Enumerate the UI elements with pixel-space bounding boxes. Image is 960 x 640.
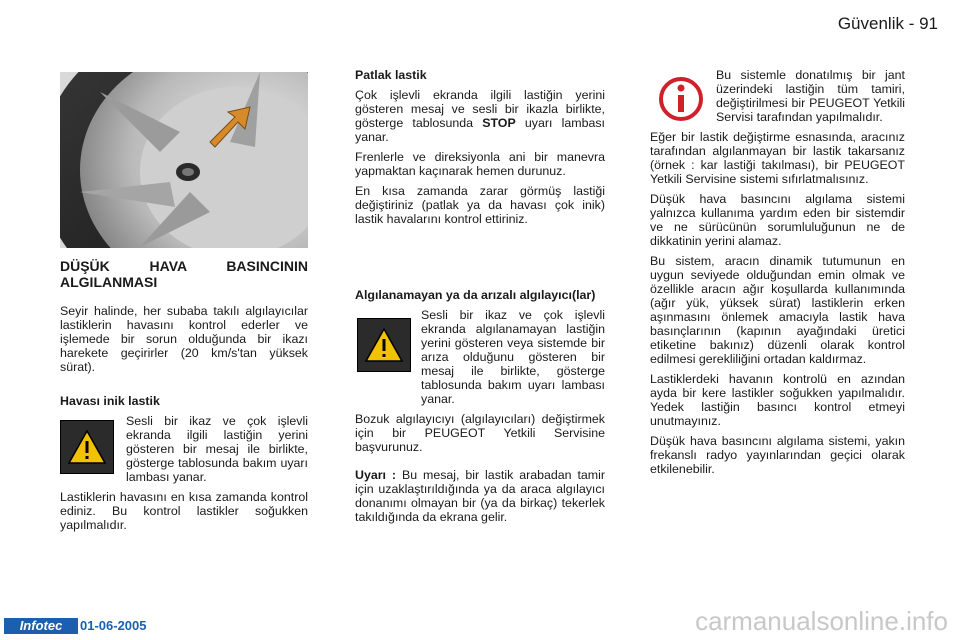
flat-tire-text-end: uyarı lambası yanar.	[355, 116, 605, 144]
right-paragraph-4: Lastiklerdeki havanın kontrolü en azından ayda bir kere lastikler soğukken yapılmalıdır. Yedek lastiğin basıncı kontrol etmeyi unutmayınız.	[650, 372, 905, 428]
page-header: Güvenlik - 91	[837, 14, 938, 33]
sensor-warning-block	[355, 308, 605, 406]
middle-column	[355, 68, 605, 530]
infotec-logo: Infotec	[4, 618, 78, 634]
sensor-warning-text: Sesli bir ikaz ve çok işlevli ekranda algılanamayan lastiğin yerini gösteren veya sistemde bir arıza olduğunu gösteren bir mesaj ile birlikte, gösterge tablosunda bakım uyarı lambası yanar.	[421, 308, 605, 406]
note-paragraph	[355, 468, 605, 524]
right-column	[650, 68, 905, 482]
subhead-faulty-sensor: Algılanamayan ya da arızalı algılayıcı(lar)	[355, 288, 596, 302]
note-text: Bu mesaj, bir lastik arabadan tamir için uzaklaştırıldığında ya da araca algılayıcı donanımı olmayan bir (ya da birkaç) tekerlek takıldığında da ekrana gelir.	[355, 468, 605, 524]
subhead-flat-tire: Patlak lastik	[355, 68, 427, 82]
wheel-illustration	[60, 72, 308, 248]
flat-tire-paragraph	[355, 88, 605, 144]
sensor-replace-paragraph: Bozuk algılayıcıyı (algılayıcıları) değiştirmek için bir PEUGEOT Yetkili Servisine başvurunuz.	[355, 412, 605, 454]
right-paragraph-1: Eğer bir lastik değiştirme esnasında, aracınız tarafından algılanmayan bir lastik takarsanız (örnek : kar lastiği takılması), bir PEUGEOT Yetkili Servisine sistemi sıfırlatmalısınız.	[650, 130, 905, 186]
check-pressure-text: Lastiklerin havasını en kısa zamanda kontrol ediniz. Bu kontrol lastikler soğukken yapılmalıdır.	[60, 490, 308, 532]
watermark: carmanualsonline.info	[695, 606, 948, 636]
info-icon	[652, 70, 710, 128]
intro-paragraph: Seyir halinde, her subaba takılı algılayıcılar lastiklerin havasını kontrol ederler ve işlemede bir sorun olduğunda bir ikazı harekete geçirirler (20 km/s'tan yüksek sürat).	[60, 304, 308, 374]
stop-instruction: Frenlerle ve direksiyonla ani bir manevra yapmaktan kaçınarak hemen durunuz.	[355, 150, 605, 178]
footer-date: 01-06-2005	[80, 618, 147, 633]
warning-text: Sesli bir ikaz ve çok işlevli ekranda ilgili lastiğin yerini gösteren bir mesaj ile birlikte, gösterge tablosunda bakım uyarı lambası yanar.	[126, 414, 308, 484]
left-column	[60, 258, 308, 538]
stop-label: STOP	[482, 116, 516, 130]
warning-light-icon	[60, 420, 114, 474]
warning-light-icon	[357, 318, 411, 372]
section-title: DÜŞÜK HAVA BASINCININ ALGILANMASI	[60, 258, 308, 290]
note-label: Uyarı :	[355, 468, 397, 482]
right-paragraph-5: Düşük hava basıncını algılama sistemi, yakın frekanslı radyo yayınlarından geçici olarak etkilenebilir.	[650, 434, 905, 476]
right-paragraph-2: Düşük hava basıncını algılama sistemi yalnızca kullanıma yardım eden bir sistemdir ve ne sürücünün sorumluluğunun ne de dikkatinin yerini alamaz.	[650, 192, 905, 248]
flat-tire-text: Çok işlevli ekranda ilgili lastiğin yerini gösteren mesaj ve sesli bir ikazla birlikte, gösterge tablosunda	[355, 88, 605, 130]
info-block	[650, 68, 905, 124]
subhead-low-pressure: Havası inik lastik	[60, 394, 160, 408]
info-text: Bu sistemle donatılmış bir jant üzerindeki lastiğin tüm tamiri, değiştirilmesi bir PEUGEOT Yetkili Servisi tarafından yapılmalıdır.	[716, 68, 905, 124]
replace-tire-paragraph: En kısa zamanda zarar görmüş lastiği değiştiriniz (patlak ya da havası çok inik) lastik havalarını kontrol ettiriniz.	[355, 184, 605, 226]
tire-valve-photo	[60, 72, 308, 248]
right-paragraph-3: Bu sistem, aracın dinamik tutumunun en uygun seviyede olduğundan emin olmak ve özellikle aracın ağır koşullarda kullanımında (ağır yük, yüksek sürat) lastiklerin erken aşınmasını önlemek amacıyla lastik hava basınçlarının (kapının ayağındaki üretici etiketine bakınız) düzenli olarak kontrol edilmesi gerekliliğini ortadan kaldırmaz.	[650, 254, 905, 366]
warning-block	[60, 414, 308, 484]
